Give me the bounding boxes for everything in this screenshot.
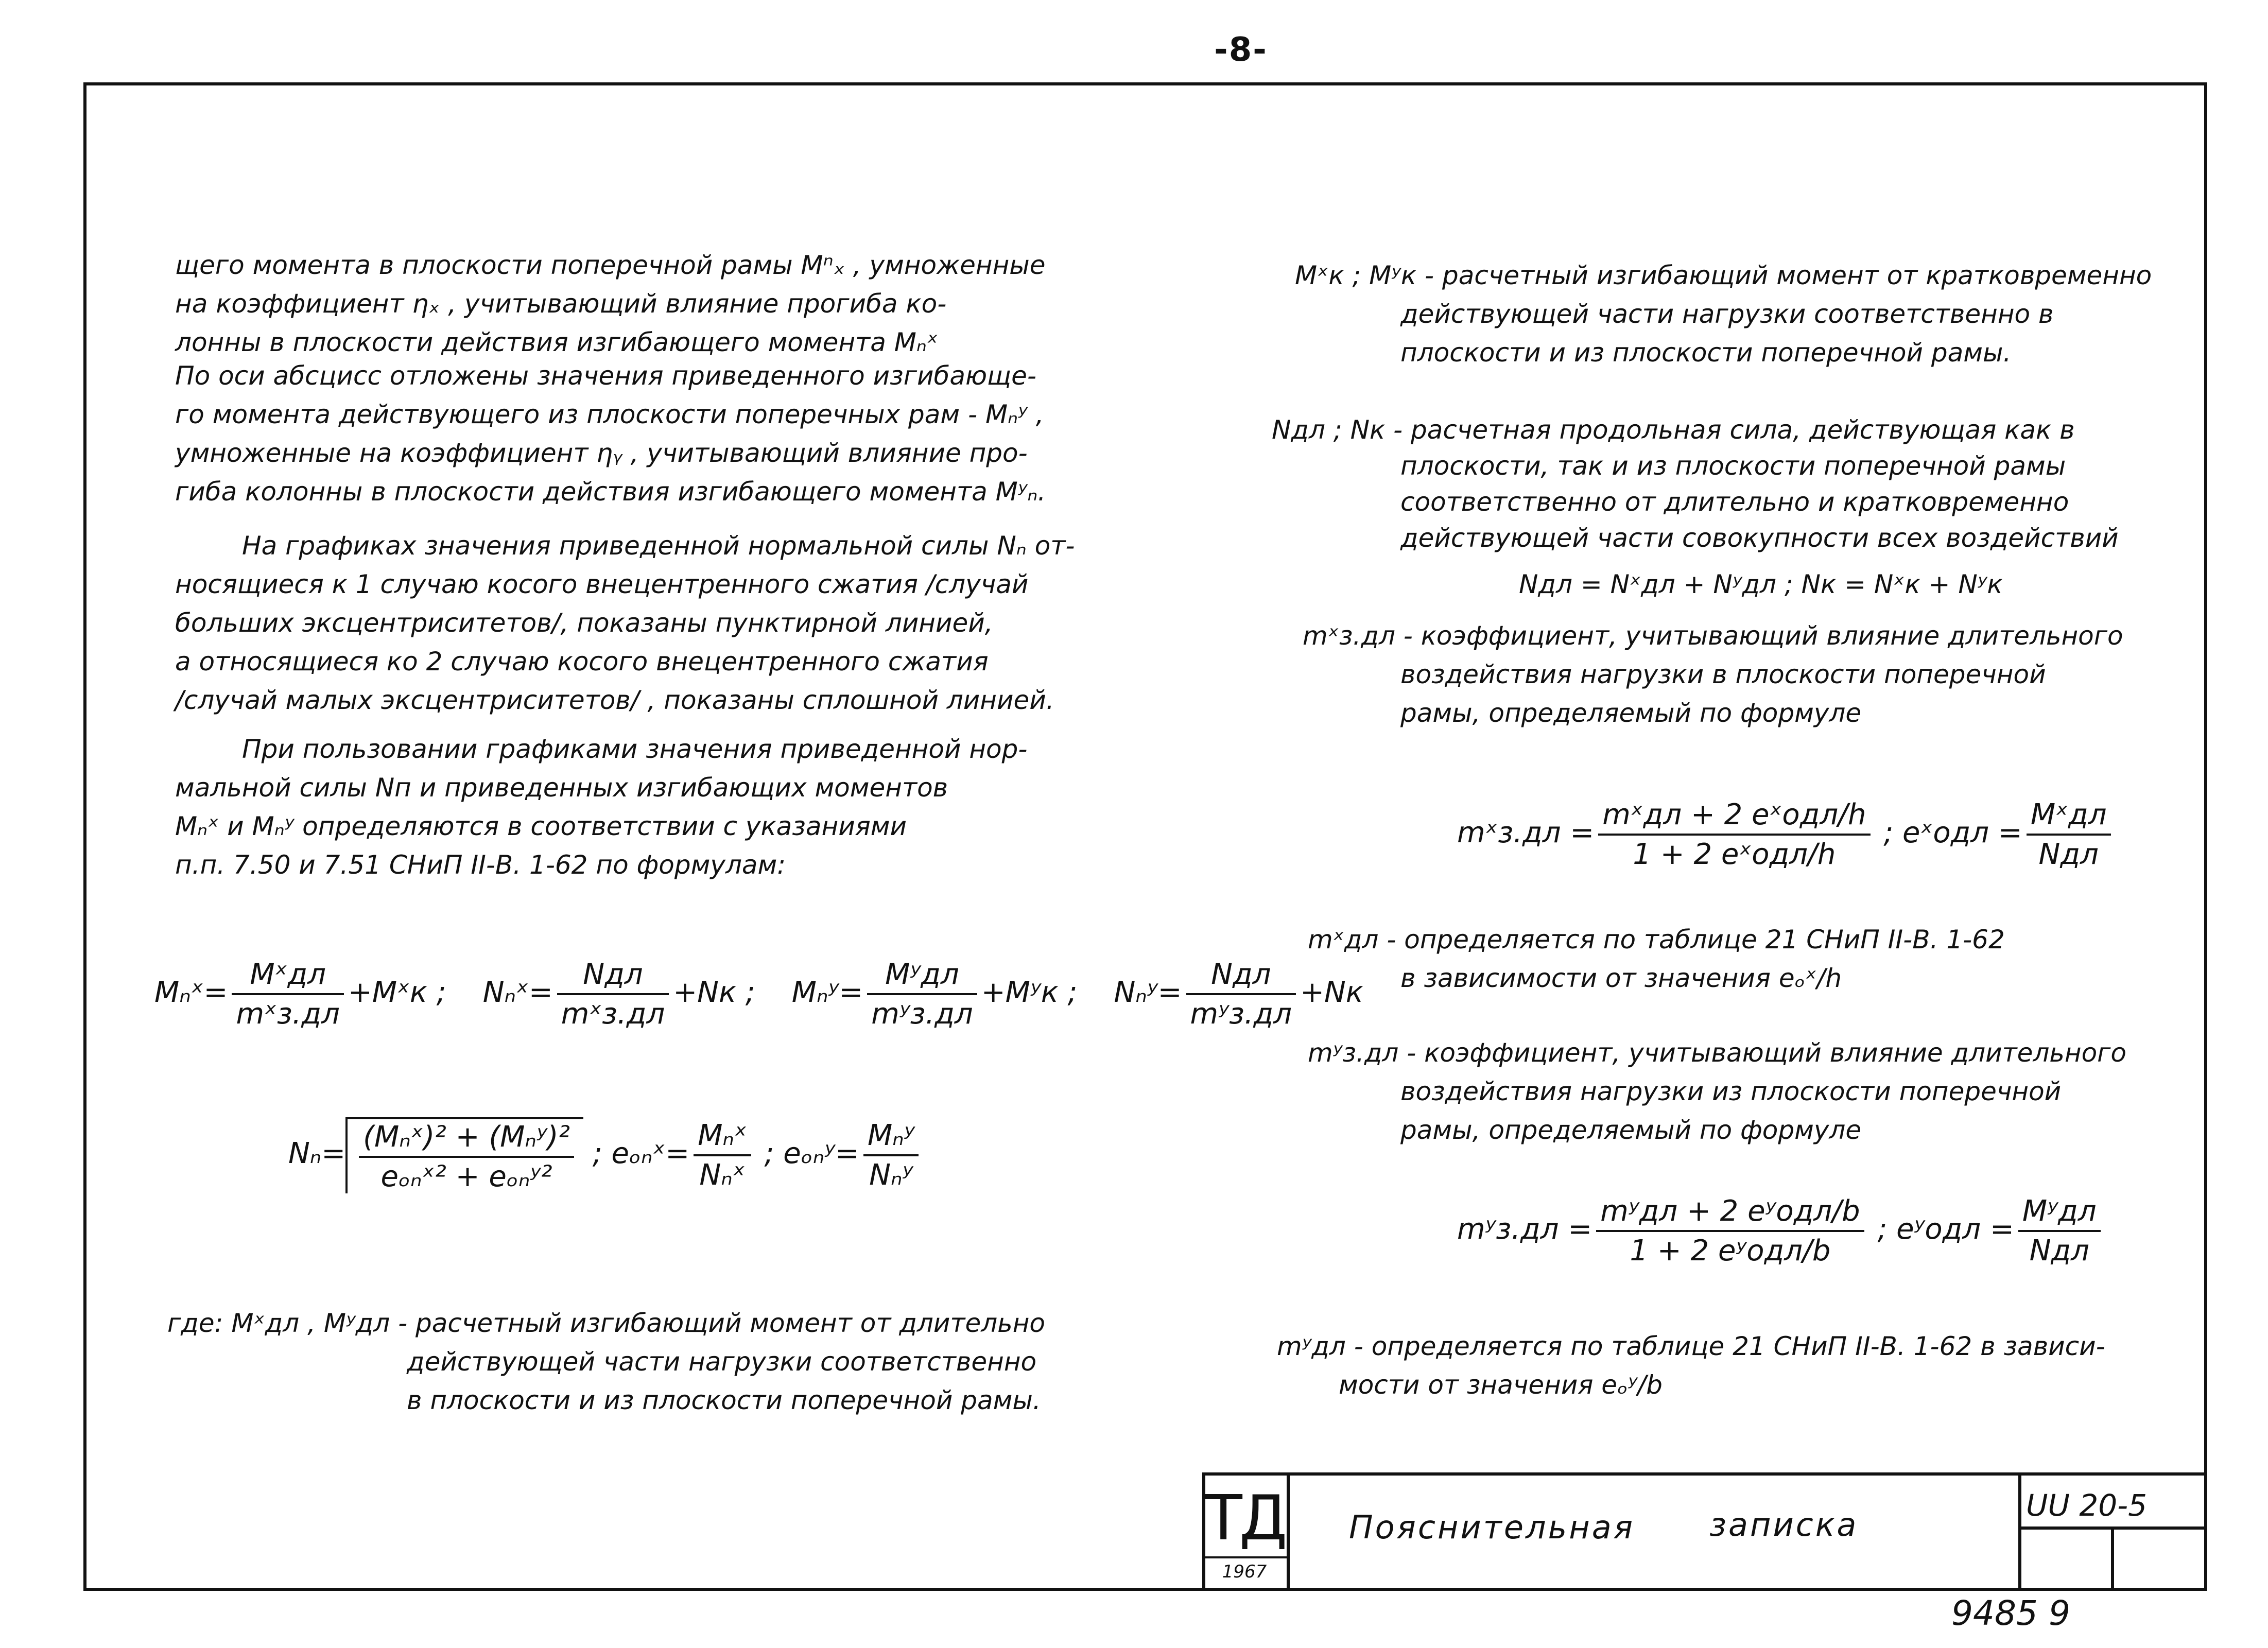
text-line: п.п. 7.50 и 7.51 СНиП II-В. 1-62 по формулам: xyxy=(175,850,786,880)
document-code: UU 20-5 xyxy=(2026,1488,2147,1523)
text-line: а относящиеся ко 2 случаю косого внецентренного сжатия xyxy=(175,647,989,676)
sheet-divider xyxy=(2111,1526,2114,1591)
text-line: /случай малых эксцентриситетов/ , показаны сплошной линией. xyxy=(175,685,1054,715)
text-line: Mˣк ; Mʸк - расчетный изгибающий момент от кратковременно xyxy=(1295,261,2152,290)
text-line: mʸдл - определяется по таблице 21 СНиП II-В. 1-62 в зависи- xyxy=(1277,1331,2105,1361)
text-line: рамы, определяемый по формуле xyxy=(1400,1115,1862,1145)
text-line: го момента действующего из плоскости поперечных рам - Mₙʸ , xyxy=(175,400,1044,429)
text-line: больших эксцентриситетов/, показаны пунктирной линией, xyxy=(175,608,993,638)
text-line: Nдл ; Nк - расчетная продольная сила, действующая как в xyxy=(1272,415,2075,445)
text-line: Mₙˣ и Mₙʸ определяются в соответствии с указаниями xyxy=(175,811,907,841)
formula-my-coefficient: mʸз.дл = $\frac{\text{mʸдл + 2 eʸодл/b}}{\text{1 + 2 eʸодл/b}}$ ; eʸодл = $\frac{\text{Mʸдл}}{\text{Nдл}}$ xyxy=(1457,1194,2105,1268)
document-title: Пояснительная xyxy=(1349,1508,1635,1546)
text-line: в зависимости от значения eₒˣ/h xyxy=(1400,963,1842,993)
text-line: на коэффициент ηₓ , учитывающий влияние прогиба ко- xyxy=(175,289,947,319)
text-line: плоскости и из плоскости поперечной рамы. xyxy=(1400,338,2012,368)
text-line: плоскости, так и из плоскости поперечной рамы xyxy=(1400,451,2066,481)
formula-reduced-normal-force: Nₙ= $\frac{\text{(Mₙˣ)² + (Mₙʸ)²}}{\text{eₒₙˣ² + eₒₙʸ²}}$ ; eₒₙˣ= $\frac{\text{Mₙˣ}}{\text{Nₙˣ}}$ ; eₒₙʸ= $\frac{\text{Mₙʸ}}{\text{Nₙʸ}}$ xyxy=(288,1117,923,1193)
formula-mx-coefficient: mˣз.дл = $\frac{\text{mˣдл + 2 eˣодл/h}}{\text{1 + 2 eˣодл/h}}$ ; eˣодл = $\frac{\text{Mˣдл}}{\text{Nдл}}$ xyxy=(1457,798,2115,871)
text-line: щего момента в плоскости поперечной рамы Mⁿₓ , умноженные xyxy=(175,250,1046,280)
formula-normal-sum: Nдл = Nˣдл + Nʸдл ; Nк = Nˣк + Nʸк xyxy=(1519,569,2003,599)
text-line: где: Mˣдл , Mʸдл - расчетный изгибающий момент от длительно xyxy=(167,1308,1045,1338)
text-line: воздействия нагрузки в плоскости поперечной xyxy=(1400,660,2046,689)
text-line: соответственно от длительно и кратковременно xyxy=(1400,487,2069,517)
organization-logo xyxy=(1202,1472,1290,1591)
text-line: действующей части нагрузки соответственно в xyxy=(1400,299,2054,329)
text-line: mˣз.дл - коэффициент, учитывающий влияние длительного xyxy=(1303,621,2123,651)
text-line: умноженные на коэффициент ηᵧ , учитывающий влияние про- xyxy=(175,438,1028,468)
text-line: При пользовании графиками значения приведенной нор- xyxy=(242,734,1028,764)
text-line: mʸз.дл - коэффициент, учитывающий влияние длительного xyxy=(1308,1038,2127,1068)
document-title-word2: записка xyxy=(1709,1506,1859,1543)
text-line: в плоскости и из плоскости поперечной рамы. xyxy=(407,1385,1041,1415)
formula-reduced-forces: Mₙˣ= $\frac{\text{Mˣдл}}{\text{mˣз.дл}}$ +Mˣк ; Nₙˣ= $\frac{\text{Nдл}}{\text{mˣз.дл}}$ +Nк ; Mₙʸ= $\frac{\text{Mʸдл}}{\text{mʸз.дл}}$ +Mʸк ; Nₙʸ= $\frac{\text{Nдл}}{\text{mʸз.дл}}$ +Nк xyxy=(154,958,1363,1031)
text-line: рамы, определяемый по формуле xyxy=(1400,698,1862,728)
logo-text: ТД xyxy=(1204,1483,1285,1554)
text-line: воздействия нагрузки из плоскости поперечной xyxy=(1400,1077,2062,1106)
page-number: -8- xyxy=(1214,31,1268,69)
text-line: На графиках значения приведенной нормальной силы Nₙ от- xyxy=(242,531,1075,561)
text-line: носящиеся к 1 случаю косого внецентренного сжатия /случай xyxy=(175,569,1029,599)
text-line: мальной силы Nп и приведенных изгибающих моментов xyxy=(175,773,948,803)
text-line: гиба колонны в плоскости действия изгибающего момента Mʸₙ. xyxy=(175,477,1046,507)
text-line: mˣдл - определяется по таблице 21 СНиП II-В. 1-62 xyxy=(1308,925,2005,955)
sheet-stamp: 9485 9 xyxy=(1951,1593,2070,1633)
text-line: мости от значения eₒʸ/b xyxy=(1339,1370,1663,1400)
text-line: действующей части совокупности всех воздействий xyxy=(1400,523,2119,553)
logo-year: 1967 xyxy=(1202,1556,1287,1582)
text-line: действующей части нагрузки соответственно xyxy=(407,1347,1037,1377)
text-line: лонны в плоскости действия изгибающего момента Mₙˣ xyxy=(175,327,939,357)
text-line: По оси абсцисс отложены значения приведенного изгибающе- xyxy=(175,361,1036,391)
